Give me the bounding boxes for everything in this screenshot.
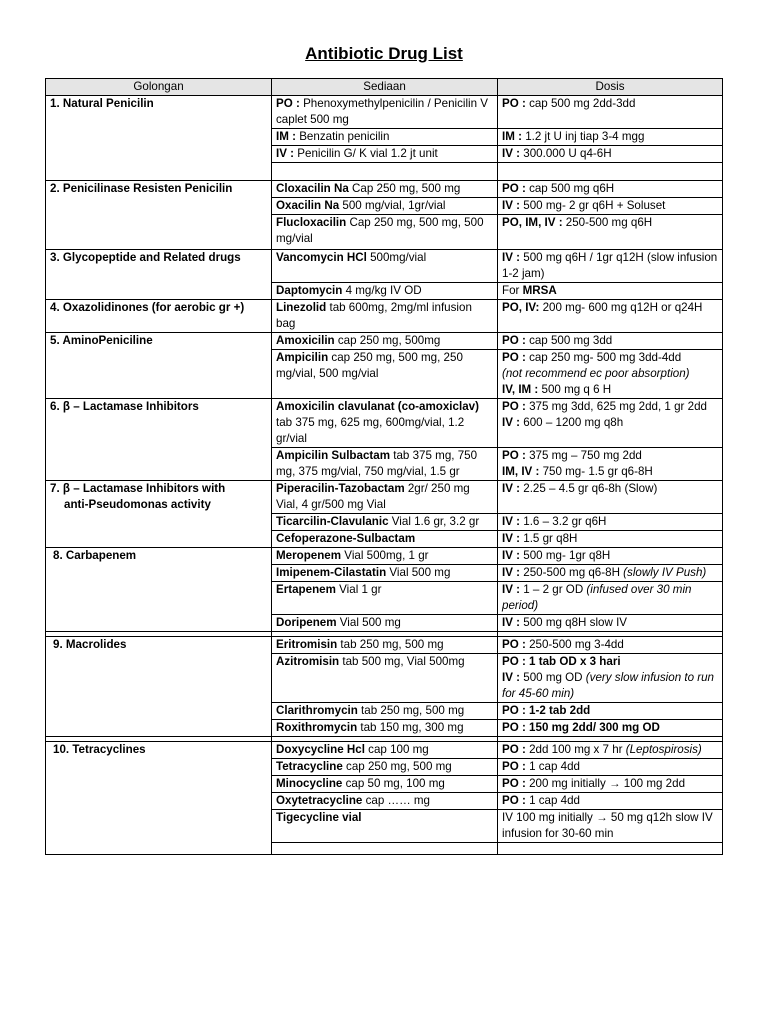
header-sediaan: Sediaan: [272, 79, 498, 96]
group-cell: 3. Glycopeptide and Related drugs: [46, 250, 272, 300]
group-cell: 4. Oxazolidinones (for aerobic gr +): [46, 300, 272, 333]
route-label: IV :: [502, 199, 521, 212]
dose-bold: PO : 1 tab OD x 3 hari: [502, 655, 621, 668]
dosis-cell: [498, 703, 723, 720]
cell-text: 375 mg 3dd, 625 mg 2dd, 1 gr 2dd: [525, 400, 707, 413]
route-label: IV :: [502, 566, 521, 579]
route-label: PO :: [502, 97, 526, 110]
sediaan-cell: [272, 283, 498, 300]
route-label: IV :: [502, 482, 521, 495]
drug-name: Ticarcilin-Clavulanic: [276, 515, 389, 528]
dosis-cell: [498, 250, 723, 283]
cell-text: 1 cap 4dd: [525, 760, 580, 773]
drug-name: Azitromisin: [276, 655, 340, 668]
route-label: PO :: [502, 334, 526, 347]
drug-name: Daptomycin: [276, 284, 343, 297]
route-label: PO :: [502, 182, 526, 195]
group-cell: 1. Natural Penicilin: [46, 96, 272, 181]
dosis-cell: [498, 481, 723, 514]
dosis-cell: [498, 742, 723, 759]
dose-bold: PO : 1-2 tab 2dd: [502, 704, 591, 717]
drug-name: Amoxicilin clavulanat (co-amoxiclav): [276, 400, 479, 413]
dosis-cell: [498, 129, 723, 146]
sediaan-cell: [272, 514, 498, 531]
cell-text: tab 500 mg, Vial 500mg: [339, 655, 465, 668]
sediaan-cell: [272, 531, 498, 548]
route-label: PO :: [502, 794, 526, 807]
sediaan-cell: [272, 129, 498, 146]
dosis-cell: [498, 399, 723, 448]
cell-text: 1 cap 4dd: [525, 794, 580, 807]
cell-text: 500 mg- 1gr q8H: [520, 549, 611, 562]
cell-text: cap 50 mg, 100 mg: [342, 777, 445, 790]
cell-text: 1.5 gr q8H: [520, 532, 578, 545]
note-text: (slowly IV Push): [623, 566, 707, 579]
cell-text: 1.2 jt U inj tiap 3-4 mgg: [521, 130, 645, 143]
empty-cell: [272, 843, 498, 855]
cell-text: Benzatin penicilin: [295, 130, 390, 143]
drug-name: Cloxacilin Na: [276, 182, 349, 195]
cell-text: 200 mg- 600 mg q12H or q24H: [539, 301, 703, 314]
drug-name: Vancomycin HCl: [276, 251, 367, 264]
drug-name: Ampicilin: [276, 351, 329, 364]
drug-name: Minocycline: [276, 777, 343, 790]
route-label: PO, IM, IV :: [502, 216, 563, 229]
drug-name: Amoxicilin: [276, 334, 335, 347]
route-label: IV :: [502, 583, 521, 596]
route-label: IV :: [502, 532, 521, 545]
sediaan-cell: [272, 146, 498, 163]
dosis-cell: [498, 565, 723, 582]
route-label: IV :: [502, 416, 521, 429]
cell-text: Vial 500 mg: [336, 616, 401, 629]
route-label: IM, IV :: [502, 465, 540, 478]
dosis-cell: [498, 793, 723, 810]
cell-text: Vial 500mg, 1 gr: [341, 549, 429, 562]
route-label: IV :: [502, 251, 521, 264]
dosis-cell: [498, 350, 723, 399]
drug-name: Linezolid: [276, 301, 327, 314]
drug-name: Piperacilin-Tazobactam: [276, 482, 405, 495]
cell-text: 500 mg q6H / 1gr q12H (slow infusion 1-2 jam): [502, 251, 718, 280]
cell-text: Cap 250 mg, 500 mg: [348, 182, 461, 195]
sediaan-cell: [272, 793, 498, 810]
cell-text: cap 500 mg 2dd-3dd: [525, 97, 636, 110]
sediaan-cell: [272, 582, 498, 615]
drug-name: Ampicilin Sulbactam: [276, 449, 391, 462]
cell-text: 250-500 mg q6H: [562, 216, 653, 229]
route-label: IV :: [502, 515, 521, 528]
note-text: (not recommend ec poor absorption): [502, 367, 690, 380]
sediaan-cell: [272, 720, 498, 737]
cell-text: tab 375 mg, 625 mg, 600mg/vial, 1.2 gr/vial: [276, 416, 465, 445]
cell-text: 200 mg initially → 100 mg 2dd: [525, 777, 686, 790]
drug-name: Imipenem-Cilastatin: [276, 566, 387, 579]
sediaan-cell: [272, 333, 498, 350]
dosis-cell: [498, 514, 723, 531]
sediaan-cell: [272, 96, 498, 129]
sediaan-cell: [272, 300, 498, 333]
route-label: IV :: [502, 616, 521, 629]
dosis-cell: [498, 96, 723, 129]
sediaan-cell: [272, 759, 498, 776]
route-label: PO :: [502, 351, 526, 364]
cell-text: tab 600mg, 2mg/ml infusion bag: [276, 301, 472, 330]
dose-bold: PO : 150 mg 2dd/ 300 mg OD: [502, 721, 660, 734]
cell-text: 500 mg- 2 gr q6H + Soluset: [520, 199, 666, 212]
table-row: [46, 300, 723, 333]
empty-cell: [498, 843, 723, 855]
sediaan-cell: [272, 615, 498, 632]
cell-text: 750 mg- 1.5 gr q6-8H: [539, 465, 653, 478]
cell-text: cap …… mg: [362, 794, 431, 807]
dosis-cell: [498, 283, 723, 300]
cell-text: 2dd 100 mg x 7 hr: [525, 743, 626, 756]
antibiotic-table: [45, 78, 723, 855]
route-label: IM :: [502, 130, 522, 143]
dosis-cell: [498, 146, 723, 163]
sediaan-cell: [272, 703, 498, 720]
cell-text: cap 100 mg: [364, 743, 429, 756]
table-row: [46, 548, 723, 565]
drug-name: Doxycycline Hcl: [276, 743, 365, 756]
cell-text: Penicilin G/ K vial 1.2 jt unit: [294, 147, 438, 160]
route-label: PO :: [276, 97, 300, 110]
sediaan-cell: [272, 810, 498, 843]
dosis-cell: [498, 531, 723, 548]
cell-text: 500 mg/vial, 1gr/vial: [339, 199, 446, 212]
dosis-cell: [498, 582, 723, 615]
sediaan-cell: [272, 181, 498, 198]
dosis-cell: [498, 654, 723, 703]
header-row: [46, 79, 723, 96]
dosis-cell: [498, 300, 723, 333]
route-label: PO :: [502, 777, 526, 790]
cell-text: 2.25 – 4.5 gr q6-8h (Slow): [520, 482, 658, 495]
sediaan-cell: [272, 250, 498, 283]
route-label: PO :: [502, 760, 526, 773]
cell-text: Phenoxymethylpenicilin / Penicilin V caplet 500 mg: [276, 97, 489, 126]
cell-text: 600 – 1200 mg q8h: [520, 416, 624, 429]
route-label: IM :: [276, 130, 296, 143]
table-row: [46, 181, 723, 198]
title-text: Antibiotic Drug List: [305, 44, 463, 63]
mrsa-label: MRSA: [522, 284, 557, 297]
cell-text: cap 250 mg- 500 mg 3dd-4dd: [525, 351, 682, 364]
note-text: (Leptospirosis): [625, 743, 702, 756]
dosis-cell: [498, 198, 723, 215]
cell-text: IV 100 mg initially → 50 mg q12h slow IV infusion for 30-60 min: [502, 811, 713, 840]
table-row: [46, 399, 723, 448]
table-row: [46, 481, 723, 514]
drug-name: Eritromisin: [276, 638, 338, 651]
cell-text: 500mg/vial: [366, 251, 427, 264]
note-text: (infused over 30 min period): [502, 583, 692, 612]
cell-text: cap 250 mg, 500 mg, 250 mg/vial, 500 mg/vial: [276, 351, 463, 380]
table-row: [46, 637, 723, 654]
dosis-cell: [498, 448, 723, 481]
route-label: IV :: [276, 147, 295, 160]
sediaan-cell: [272, 215, 498, 250]
group-label-continued: anti-Pseudomonas activity: [64, 498, 211, 511]
route-label: PO :: [502, 743, 526, 756]
route-label: IV, IM :: [502, 383, 539, 396]
cell-text: 1.6 – 3.2 gr q6H: [520, 515, 607, 528]
drug-name: Cefoperazone-Sulbactam: [276, 532, 416, 545]
drug-name: Oxytetracycline: [276, 794, 363, 807]
group-cell: 9. Macrolides: [46, 637, 272, 737]
cell-text: Cap 250 mg, 500 mg, 500 mg/vial: [276, 216, 484, 245]
drug-name: Doripenem: [276, 616, 337, 629]
sediaan-cell: [272, 399, 498, 448]
header-golongan: Golongan: [46, 79, 272, 96]
sediaan-cell: [272, 448, 498, 481]
cell-text: cap 500 mg 3dd: [525, 334, 613, 347]
sediaan-cell: [272, 198, 498, 215]
dosis-cell: [498, 215, 723, 250]
drug-name: Meropenem: [276, 549, 342, 562]
dosis-cell: [498, 776, 723, 793]
drug-name: Ertapenem: [276, 583, 336, 596]
dosis-cell: [498, 637, 723, 654]
cell-text: tab 375 mg, 750 mg, 375 mg/vial, 750 mg/vial, 1.5 gr: [276, 449, 478, 478]
drug-name: Oxacilin Na: [276, 199, 340, 212]
cell-text: Vial 1 gr: [335, 583, 382, 596]
group-cell: 5. AminoPeniciline: [46, 333, 272, 399]
cell-text: For: [502, 284, 523, 297]
group-cell: 2. Penicilinase Resisten Penicilin: [46, 181, 272, 250]
sediaan-cell: [272, 565, 498, 582]
cell-text: Vial 500 mg: [386, 566, 451, 579]
route-label: PO, IV:: [502, 301, 540, 314]
group-cell: 6. β – Lactamase Inhibitors: [46, 399, 272, 481]
cell-text: 500 mg q 6 H: [538, 383, 612, 396]
drug-name: Flucloxacilin: [276, 216, 347, 229]
cell-text: 300.000 U q4-6H: [520, 147, 612, 160]
dosis-cell: [498, 333, 723, 350]
cell-text: cap 250 mg, 500 mg: [342, 760, 452, 773]
empty-cell: [272, 163, 498, 181]
dosis-cell: [498, 181, 723, 198]
dosis-cell: [498, 720, 723, 737]
sediaan-cell: [272, 481, 498, 514]
drug-name: Clarithromycin: [276, 704, 358, 717]
cell-text: 2gr/ 250 mg Vial, 4 gr/500 mg Vial: [276, 482, 470, 511]
table-row: [46, 742, 723, 759]
route-label: IV :: [502, 549, 521, 562]
sediaan-cell: [272, 637, 498, 654]
cell-text: 500 mg q8H slow IV: [520, 616, 628, 629]
cell-text: 250-500 mg q6-8H: [520, 566, 624, 579]
route-label: IV :: [502, 147, 521, 160]
group-label: 7. β – Lactamase Inhibitors with: [50, 482, 226, 495]
cell-text: 4 mg/kg IV OD: [342, 284, 422, 297]
dosis-cell: [498, 615, 723, 632]
cell-text: 1 – 2 gr OD: [520, 583, 587, 596]
cell-text: cap 250 mg, 500mg: [334, 334, 441, 347]
cell-text: tab 150 mg, 300 mg: [357, 721, 464, 734]
sediaan-cell: [272, 654, 498, 703]
cell-text: tab 250 mg, 500 mg: [357, 704, 465, 717]
drug-name: Tetracycline: [276, 760, 343, 773]
sediaan-cell: [272, 742, 498, 759]
table-row: [46, 333, 723, 350]
group-cell: [46, 481, 272, 548]
route-label: PO :: [502, 638, 526, 651]
route-label: PO :: [502, 400, 526, 413]
note-text: (very slow infusion to run for 45-60 min): [502, 671, 715, 700]
page-title: [0, 44, 768, 64]
cell-text: 500 mg OD: [520, 671, 586, 684]
drug-name: Tigecycline vial: [276, 811, 362, 824]
sediaan-cell: [272, 350, 498, 399]
route-label: PO :: [502, 449, 526, 462]
cell-text: Vial 1.6 gr, 3.2 gr: [388, 515, 480, 528]
cell-text: cap 500 mg q6H: [525, 182, 615, 195]
drug-name: Roxithromycin: [276, 721, 358, 734]
dosis-cell: [498, 810, 723, 843]
cell-text: tab 250 mg, 500 mg: [337, 638, 444, 651]
dosis-cell: [498, 548, 723, 565]
table-row: [46, 96, 723, 129]
table-row: [46, 250, 723, 283]
header-dosis: Dosis: [498, 79, 723, 96]
group-cell: 8. Carbapenem: [46, 548, 272, 632]
sediaan-cell: [272, 548, 498, 565]
cell-text: 250-500 mg 3-4dd: [525, 638, 624, 651]
empty-cell: [498, 163, 723, 181]
dosis-cell: [498, 759, 723, 776]
route-label: IV :: [502, 671, 521, 684]
sediaan-cell: [272, 776, 498, 793]
group-cell: 10. Tetracyclines: [46, 742, 272, 855]
cell-text: 375 mg – 750 mg 2dd: [525, 449, 642, 462]
